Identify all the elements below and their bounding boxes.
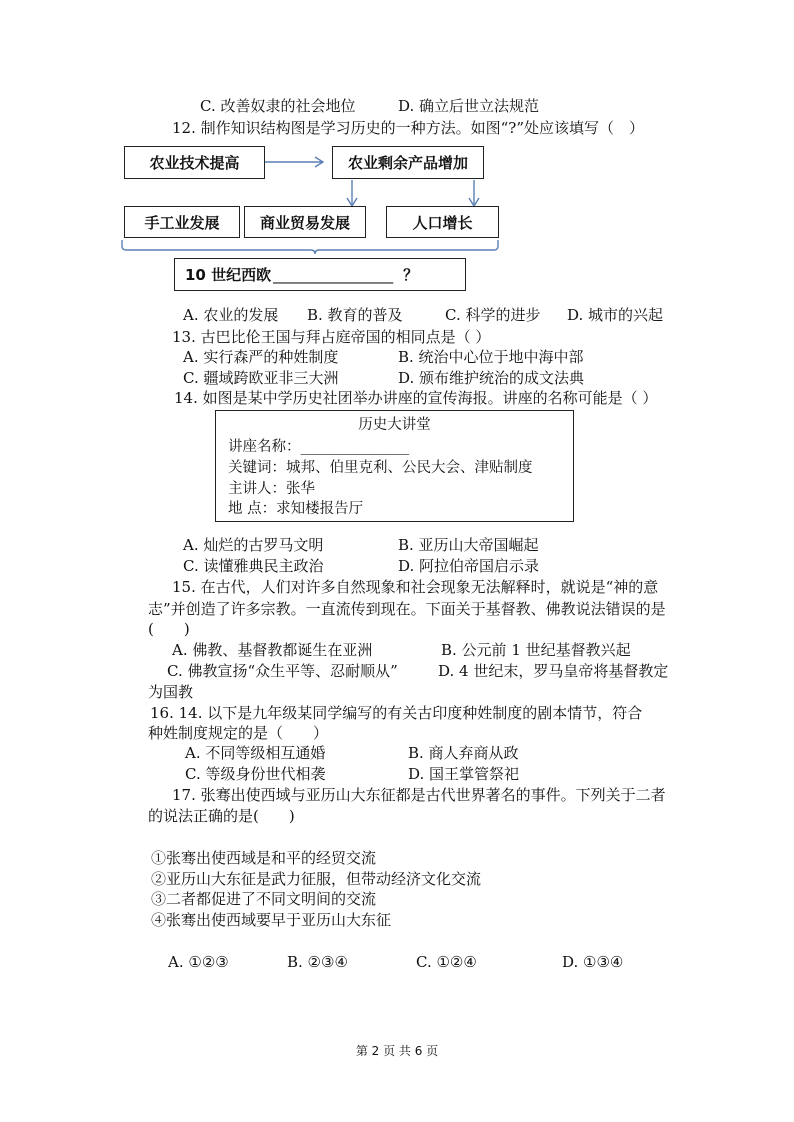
q17-option-c: C. ①②④ xyxy=(416,953,477,971)
box-handicraft xyxy=(124,206,240,238)
q17-statement-3: ③二者都促进了不同文明间的交流 xyxy=(151,890,377,908)
page-footer: 第 2 页 共 6 页 xyxy=(355,1044,439,1058)
q13-option-a: A. 实行森严的种姓制度 xyxy=(183,348,339,366)
q13-stem: 13. 古巴比伦王国与拜占庭帝国的相同点是（ ） xyxy=(172,328,491,346)
q15-option-d-line2: 为国教 xyxy=(148,683,194,701)
q14-stem: 14. 如图是某中学历史社团举办讲座的宣传海报。讲座的名称可能是（ ） xyxy=(174,389,658,407)
q17-statement-2: ②亚历山大东征是武力征服，但带动经济文化交流 xyxy=(151,870,482,888)
box-agri-surplus-label: 农业剩余产品增加 xyxy=(347,154,468,172)
q17-stem-line1: 17. 张骞出使西域与亚历山大东征都是古代世界著名的事件。下列关于二者 xyxy=(172,786,666,804)
q16-option-a: A. 不同等级相互通婚 xyxy=(185,744,326,762)
q13-option-b: B. 统治中心位于地中海中部 xyxy=(398,348,584,366)
box-commerce-label: 商业贸易发展 xyxy=(259,213,350,232)
box-europe-question: ？ xyxy=(403,266,419,284)
q11-option-c: C. 改善奴隶的社会地位 xyxy=(200,97,356,115)
q16-option-c: C. 等级身份世代相袭 xyxy=(185,765,326,783)
q15-option-a: A. 佛教、基督教都诞生在亚洲 xyxy=(172,641,373,659)
q12-option-c: C. 科学的进步 xyxy=(445,306,541,324)
q11-option-d: D. 确立后世立法规范 xyxy=(398,97,540,115)
poster-speaker-line: 主讲人：张华 xyxy=(228,481,315,497)
box-population xyxy=(386,206,499,238)
q14-option-a: A. 灿烂的古罗马文明 xyxy=(183,536,324,554)
q12-option-b: B. 教育的普及 xyxy=(307,306,403,324)
q16-option-d: D. 国王掌管祭祀 xyxy=(408,765,520,783)
box-agri-tech xyxy=(124,146,265,179)
q14-option-c: C. 读懂雅典民主政治 xyxy=(183,557,324,575)
q17-option-a: A. ①②③ xyxy=(168,953,229,971)
q15-option-d-line1: D. 4 世纪末，罗马皇帝将基督教定 xyxy=(438,662,669,680)
box-handicraft-label: 手工业发展 xyxy=(144,213,220,232)
box-europe xyxy=(174,258,466,291)
box-europe-label: 10 世纪西欧 xyxy=(185,266,272,284)
q13-option-c: C. 疆域跨欧亚非三大洲 xyxy=(183,369,339,387)
q16-stem-line1: 16. 14. 以下是九年级某同学编写的有关古印度种姓制度的剧本情节，符合 xyxy=(150,704,643,722)
q13-option-d: D. 颁布维护统治的成文法典 xyxy=(398,369,585,387)
q17-statement-1: ①张骞出使西域是和平的经贸交流 xyxy=(151,849,377,867)
poster-location-line: 地 点：求知楼报告厅 xyxy=(228,501,364,517)
q12-option-a: A. 农业的发展 xyxy=(183,306,279,324)
q17-option-d: D. ①③④ xyxy=(562,953,624,971)
q17-stem-line2: 的说法正确的是( ) xyxy=(148,807,295,825)
box-commerce xyxy=(244,206,366,238)
box-population-label: 人口增长 xyxy=(412,213,473,232)
box-agri-surplus xyxy=(332,146,484,179)
q14-option-d: D. 阿拉伯帝国启示录 xyxy=(398,557,540,575)
poster-name-line: 讲座名称：_______________ xyxy=(228,439,410,455)
q15-stem-line2: 志”并创造了许多宗教。一直流传到现在。下面关于基督教、佛教说法错误的是 xyxy=(148,600,666,618)
q15-option-c: C. 佛教宣扬“众生平等、忍耐顺从” xyxy=(167,662,398,680)
q16-stem-line2: 种姓制度规定的是（ ） xyxy=(148,724,329,742)
q15-stem-line1: 15. 在古代，人们对许多自然现象和社会现象无法解释时，就说是“神的意 xyxy=(172,578,659,596)
brace-connector xyxy=(122,240,498,254)
q12-stem: 12. 制作知识结构图是学习历史的一种方法。如图“?”处应该填写（ ） xyxy=(172,119,645,137)
poster-title: 历史大讲堂 xyxy=(358,417,431,433)
box-europe-blank: ________________ xyxy=(273,265,394,284)
q12-option-d: D. 城市的兴起 xyxy=(567,306,664,324)
q15-stem-line3: ( ) xyxy=(148,620,190,638)
q16-option-b: B. 商人弃商从政 xyxy=(408,744,519,762)
box-agri-tech-label: 农业技术提高 xyxy=(149,154,240,172)
q17-option-b: B. ②③④ xyxy=(287,953,348,971)
poster-keywords-line: 关键词：城邦、伯里克利、公民大会、津贴制度 xyxy=(228,460,533,476)
q17-statement-4: ④张骞出使西域要早于亚历山大东征 xyxy=(151,911,392,929)
lecture-poster xyxy=(215,410,574,522)
q14-option-b: B. 亚历山大帝国崛起 xyxy=(398,536,539,554)
q15-option-b: B. 公元前 1 世纪基督教兴起 xyxy=(441,641,631,659)
